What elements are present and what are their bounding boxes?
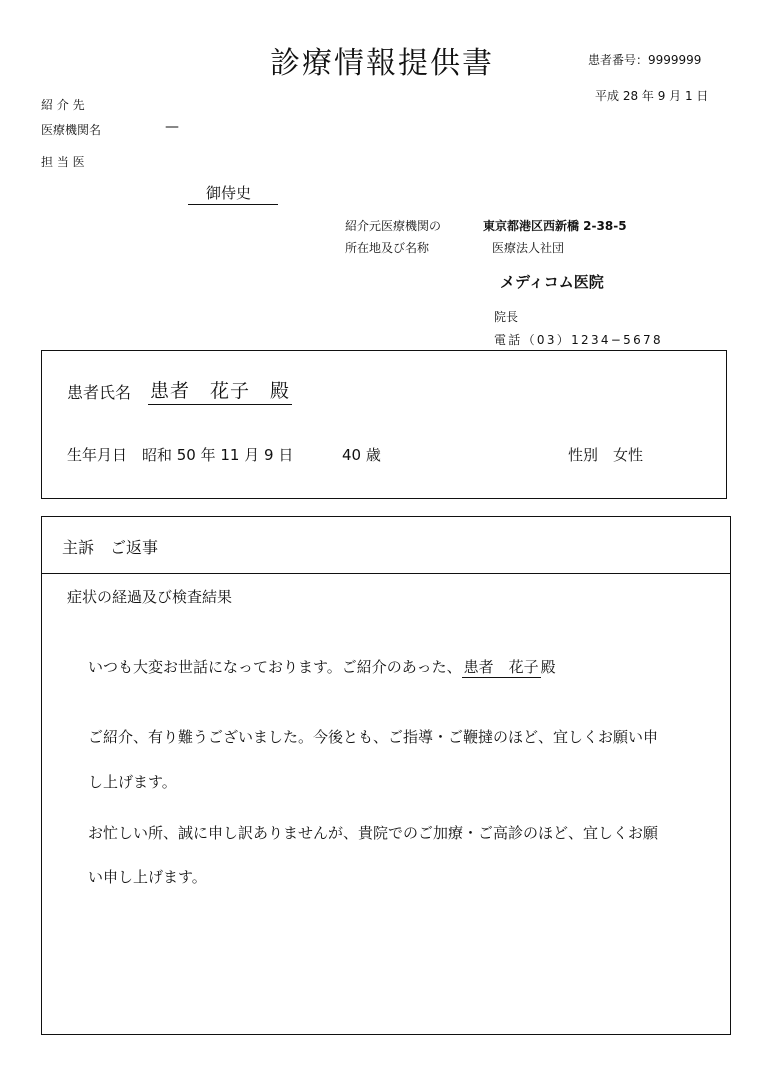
paragraph-1-suffix: 殿 — [540, 658, 556, 676]
clinic-phone: 電話（03）1234−5678 — [494, 333, 663, 347]
issue-date: 平成 28 年 9 月 1 日 — [595, 89, 709, 103]
patient-name: 患者 花子 殿 — [148, 376, 292, 405]
patient-name-label: 患者氏名 — [67, 383, 132, 402]
paragraph-3-line-1: お忙しい所、誠に申し訳ありませんが、貴院でのご加療・ご高診のほど、宜しくお願 — [88, 824, 659, 842]
paragraph-2-line-1: ご紹介、有り難うございました。今後とも、ご指導・ご鞭撻のほど、宜しくお願い申 — [88, 728, 659, 746]
patient-id: 患者番号：9999999 — [588, 53, 702, 67]
document-title: 診療情報提供書 — [270, 46, 494, 81]
institution-value: — — [165, 119, 179, 135]
honorific: 御侍史 — [188, 182, 278, 205]
sender-corp: 医療法人社団 — [492, 241, 565, 255]
paragraph-2-line-2: し上げます。 — [88, 773, 177, 791]
sender-label-line2: 所在地及び名称 — [345, 241, 430, 255]
sender-address: 東京都港区西新橋 2-38-5 — [483, 219, 627, 233]
birth-date: 生年月日 昭和 50 年 11 月 9 日 — [67, 446, 294, 464]
institution-label: 医療機関名 — [41, 123, 102, 137]
doctor-label: 担 当 医 — [41, 155, 85, 169]
patient-age: 40 歳 — [342, 446, 381, 464]
patient-sex: 性別 女性 — [568, 446, 644, 464]
sender-label-line1: 紹介元医療機関の — [345, 219, 442, 233]
paragraph-1-prefix: いつも大変お世話になっております。ご紹介のあった、 — [88, 658, 462, 676]
paragraph-3-line-2: い申し上げます。 — [88, 868, 207, 886]
chief-complaint: 主訴 ご返事 — [62, 538, 159, 557]
director-label: 院長 — [494, 310, 519, 324]
paragraph-1-patient-name: 患者 花子 — [463, 658, 539, 676]
patient-info-box — [41, 350, 727, 499]
clinic-name: メディコム医院 — [500, 273, 604, 291]
referral-dest-label: 紹 介 先 — [41, 98, 85, 112]
paragraph-1 — [88, 656, 556, 677]
section-title: 症状の経過及び検査結果 — [67, 588, 233, 606]
